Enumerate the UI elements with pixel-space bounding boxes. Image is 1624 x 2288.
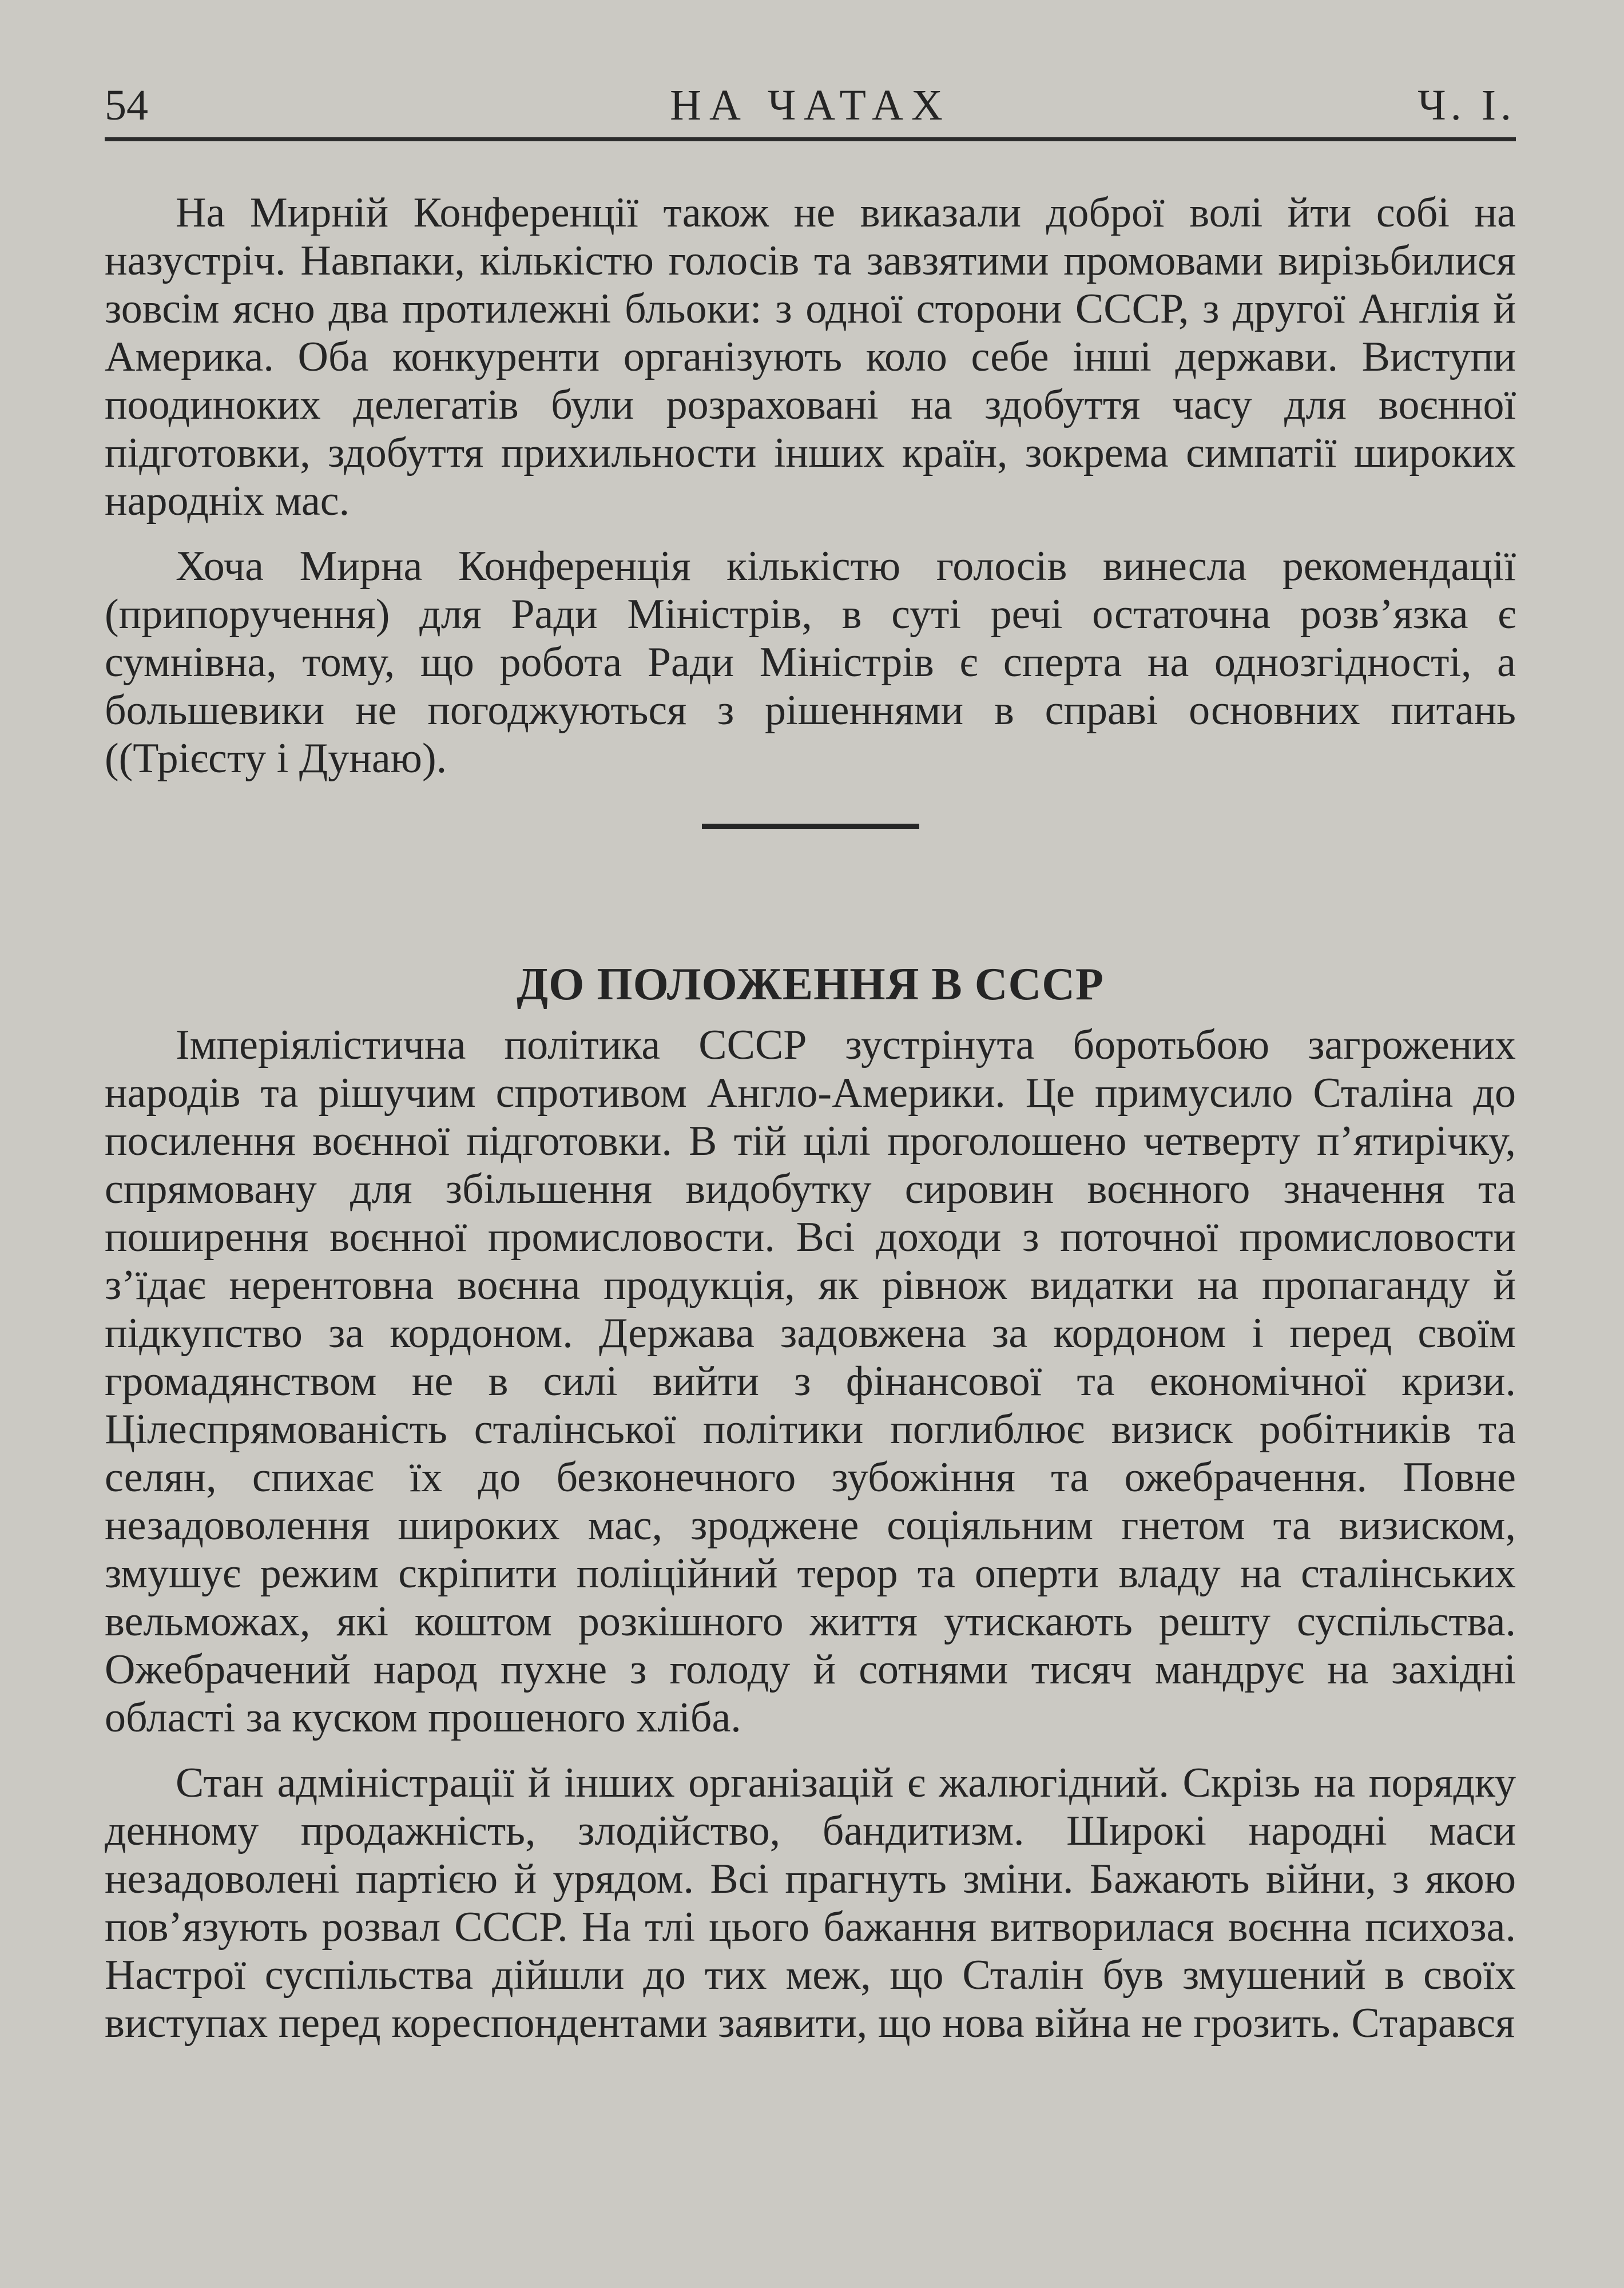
- paragraph: Імперіялістична політика СССР зустрінута боротьбою загрожених народів та рішучим спротивом Англо-Америки. Це примусило Сталіна до посилення воєнної підготовки. В тій цілі проголошено четверту п’ятирічку, спрямовану для збільшення видобутку сировин воєнного значення та поширення воєнної промисловости. Всі доходи з поточної промисловости з’їдає нерентовна воєнна продукція, як рівнож видатки на пропаганду й підкупство за кордоном. Держава задовжена за кордоном і перед своїм громадянством не в силі вийти з фінансової та економічної кризи. Цілеспрямованість сталінської політики поглиблює визиск робітників та селян, спихає їх до безконечного зубожіння та ожебрачення. Повне незадоволення широких мас, зроджене соціяльним гнетом та визиском, змушує режим скріпити поліційний терор та оперти владу на сталінських вельможах, які коштом розкішного життя утискають решту суспільства. Ожебрачений народ пухне з голоду й сотнями тисяч мандрує на західні області за куском прошеного хліба.: [105, 1022, 1516, 1741]
- paragraph: Хоча Мирна Конференція кількістю голосів винесла рекомендації (припоручення) для Ради Міністрів, в суті речі остаточна розв’язка є сумнівна, тому, що робота Ради Міністрів є сперта на однозгідності, а большевики не погоджуються з рішеннями в справі основних питань ((Трієсту і Дунаю).: [105, 543, 1516, 782]
- paragraph: На Мирній Конференції також не виказали доброї волі йти собі на назустріч. Навпаки, кількістю голосів та завзятими промовами вирізьбилися зовсім ясно два протилежні бльоки: з одної сторони СССР, з другої Англія й Америка. Оба конкуренти організують коло себе інші держави. Виступи поодиноких делегатів були розраховані на здобуття часу для воєнної підготовки, здобуття прихильности інших країн, зокрема симпатії широких народніх мас.: [105, 189, 1516, 525]
- page-number: 54: [105, 81, 148, 129]
- page-body: [105, 189, 1516, 2064]
- section-heading: ДО ПОЛОЖЕННЯ В СССР: [517, 959, 1104, 1010]
- section-mark: Ч. І.: [1417, 81, 1516, 129]
- paragraph: Стан адміністрації й інших організацій є жалюгідний. Скрізь на порядку денному продажність, злодійство, бандитизм. Широкі народні маси незадоволені партією й урядом. Всі прагнуть зміни. Бажають війни, з якою пов’язують розвал СССР. На тлі цього бажання витворилася воєнна психоза. Настрої суспільства дійшли до тих меж, що Сталін був змушений в своїх виступах перед кореспондентами заявити, що нова війна не грозить. Старався: [105, 1759, 1516, 2047]
- page-header: [105, 80, 1516, 141]
- running-title: НА ЧАТАХ: [670, 81, 951, 129]
- section-divider: [702, 824, 919, 829]
